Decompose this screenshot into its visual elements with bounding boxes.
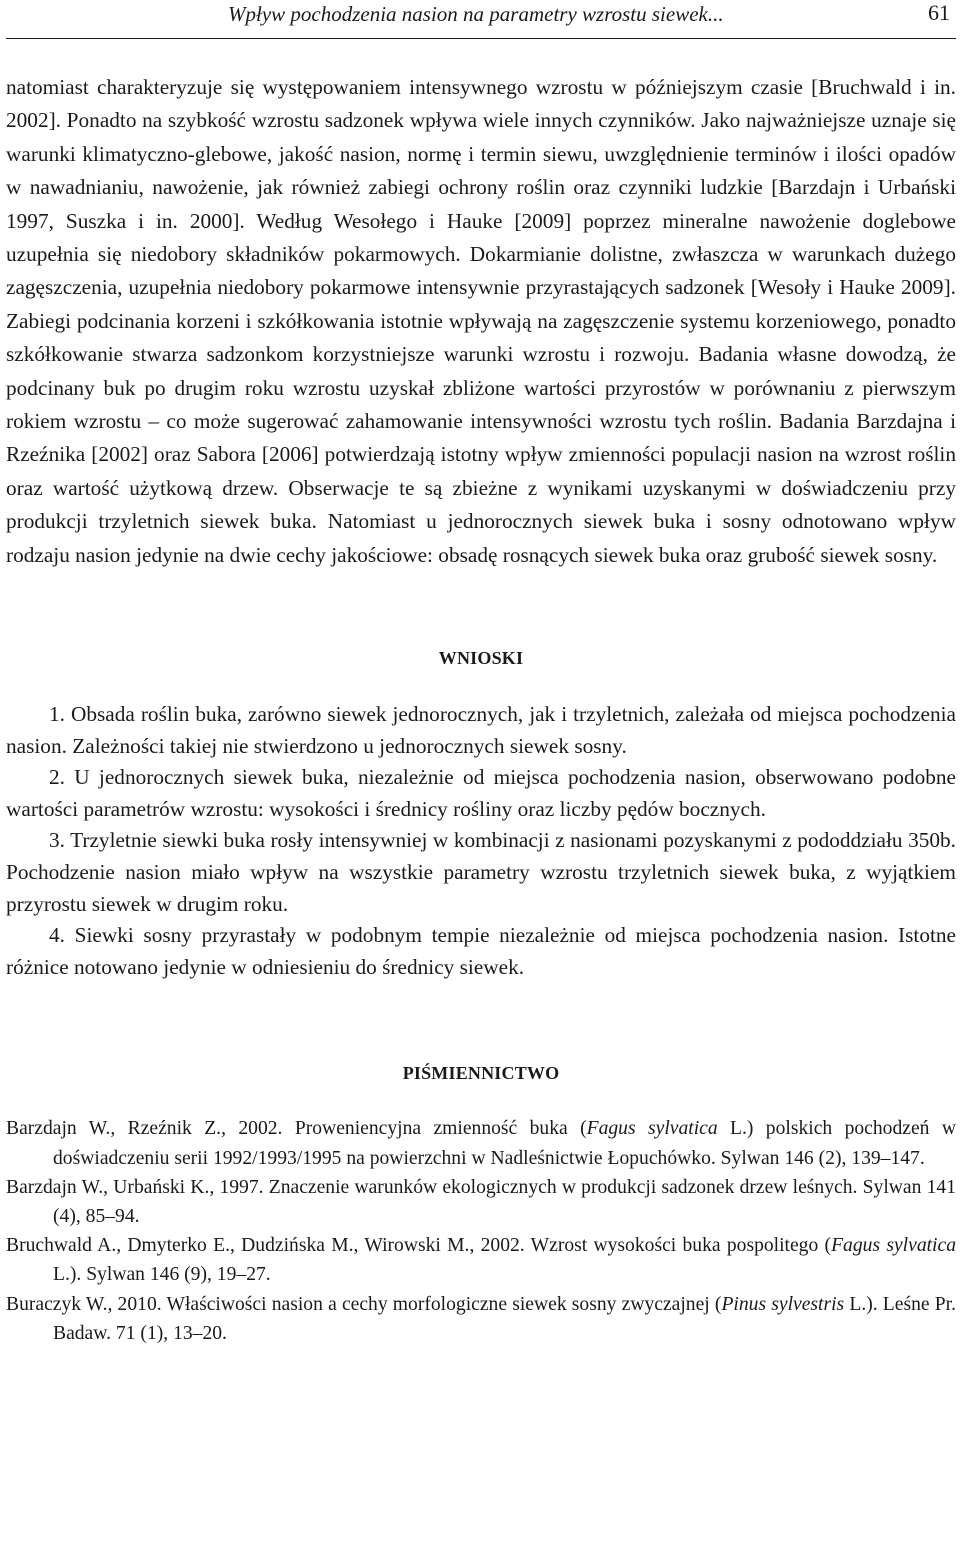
page-number: 61	[928, 0, 950, 25]
conclusion-item: 4. Siewki sosny przyrastały w podobnym tempie niezależnie od miejsca pochodzenia nasion. Istotne różnice notowano jedynie w odniesieniu do średnicy siewek.	[6, 923, 956, 979]
reference-item	[6, 1231, 956, 1289]
page	[6, 0, 956, 1348]
reference-text: L.). Leśne Pr. Badaw. 71 (1), 13–20.	[53, 1293, 957, 1344]
reference-text: Barzdajn W., Urbański K., 1997. Znaczenie warunków ekologicznych w produkcji sadzonek drzew leśnych. Sylwan 141 (4), 85–94.	[6, 1176, 956, 1228]
reference-text: Barzdajn W., Rzeźnik Z., 2002. Proweniencyjna zmienność buka (	[6, 1118, 587, 1140]
references-heading: PIŚMIENNICTWO	[402, 1063, 560, 1084]
reference-item	[6, 1114, 956, 1172]
reference-text: Bruchwald A., Dmyterko E., Dudzińska M., Wirowski M., 2002. Wzrost wysokości buka pospolitego (	[6, 1235, 832, 1257]
reference-text: L.) polskich pochodzeń w doświadczeniu serii 1992/1993/1995 na powierzchni w Nadleśnictwie Łopuchówko. Sylwan 146 (2), 139–147.	[53, 1118, 956, 1169]
conclusion-item: 1. Obsada roślin buka, zarówno siewek jednorocznych, jak i trzyletnich, zależała od miejsca pochodzenia nasion. Zależności takiej nie stwierdzono u jednorocznych siewek sosny.	[6, 702, 956, 758]
reference-text: Buraczyk W., 2010. Właściwości nasion a cechy morfologiczne siewek sosny zwyczajnej (	[6, 1293, 722, 1315]
reference-item	[6, 1290, 956, 1348]
species-name: Pinus sylvestris	[721, 1293, 845, 1315]
running-title: Wpływ pochodzenia nasion na parametry wzrostu siewek...	[228, 2, 724, 26]
running-header	[6, 0, 956, 39]
conclusions-heading: WNIOSKI	[438, 648, 524, 669]
body-paragraph: natomiast charakteryzuje się występowaniem intensywnego wzrostu w późniejszym czasie [Bruchwald i in. 2002]. Ponadto na szybkość wzrostu sadzonek wpływa wiele innych czynników. Jako najważniejsze uznaje się warunki klimatyczno-glebowe, jakość nasion, normę i termin siewu, uwzględnienie terminów i ilości opadów w nawadnianiu, nawożenie, jak również zabiegi ochrony roślin oraz czynniki ludzkie [Barzdajn i Urbański 1997, Suszka i in. 2000]. Według Wesołego i Hauke [2009] poprzez mineralne nawożenie doglebowe uzupełnia się niedobory składników pokarmowych. Dokarmianie dolistne, zwłaszcza w warunkach dużego zagęszczenia, uzupełnia niedobory pokarmowe intensywnie przyrastających sadzonek [Wesoły i Hauke 2009]. Zabiegi podcinania korzeni i szkółkowania istotnie wpływają na zagęszczenie systemu korzeniowego, ponadto szkółkowanie stwarza sadzonkom korzystniejsze warunki wzrostu i rozwoju. Badania własne dowodzą, że podcinany buk po drugim roku wzrostu uzyskał zbliżone wartości przyrostów w porównaniu z pierwszym rokiem wzrostu – co może sugerować zahamowanie intensywności wzrostu tych roślin. Badania Barzdajna i Rzeźnika [2002] oraz Sabora [2006] potwierdzają istotny wpływ zmienności populacji nasion na wzrost roślin oraz wartość użytkową drzew. Obserwacje te są zbieżne z wynikami uzyskanymi w doświadczeniu przy produkcji trzyletnich siewek buka. Natomiast u jednorocznych siewek buka i sosny odnotowano wpływ rodzaju nasion jedynie na dwie cechy jakościowe: obsadę rosnących siewek buka oraz grubość siewek sosny.	[6, 75, 956, 567]
species-name: Fagus sylvatica	[586, 1118, 718, 1140]
reference-item	[6, 1173, 956, 1231]
conclusion-item: 3. Trzyletnie siewki buka rosły intensywniej w kombinacji z nasionami pozyskanymi z pododdziału 350b. Pochodzenie nasion miało wpływ na wszystkie parametry wzrostu trzyletnich siewek buka, z wyjątkiem przyrostu siewek w drugim roku.	[6, 828, 956, 916]
reference-text: L.). Sylwan 146 (9), 19–27.	[53, 1264, 271, 1286]
conclusion-item: 2. U jednorocznych siewek buka, niezależnie od miejsca pochodzenia nasion, obserwowano podobne wartości parametrów wzrostu: wysokości i średnicy rośliny oraz liczby pędów bocznych.	[6, 765, 956, 821]
references-list	[6, 1114, 956, 1348]
conclusions-list	[6, 699, 956, 983]
discussion-text	[6, 71, 956, 572]
species-name: Fagus sylvatica	[831, 1235, 956, 1257]
